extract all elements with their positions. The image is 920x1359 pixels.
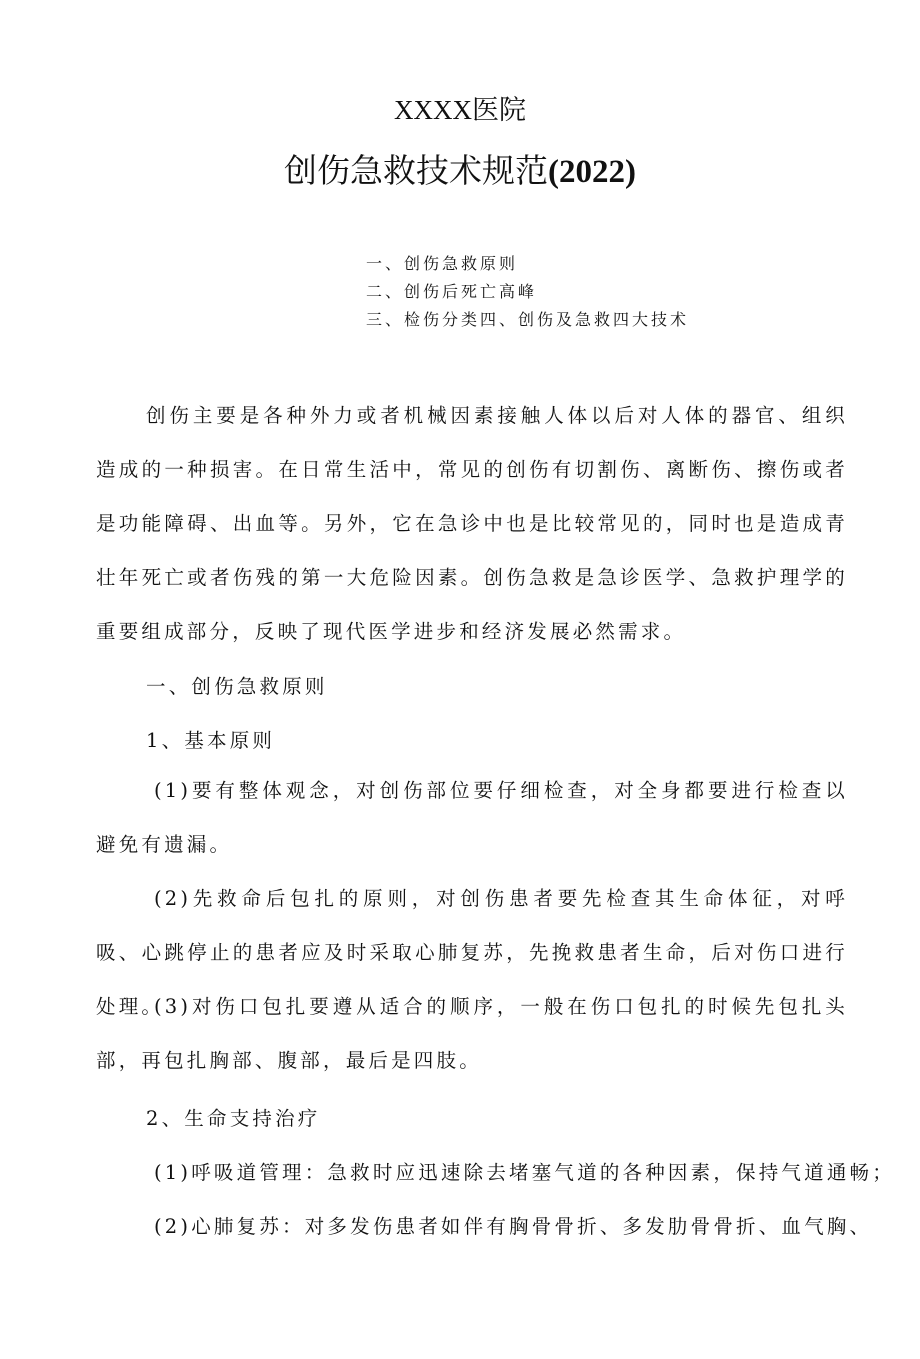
toc-item: 一、创伤急救原则 [366,254,519,273]
list-item: (1)呼吸道管理：急救时应迅速除去堵塞气道的各种因素，保持气道通畅； [154,1161,895,1184]
title-text: 创伤急救技术规范 [284,151,548,190]
hospital-name: XXXX医院 [394,95,526,125]
list-item: (1)要有整体观念，对创伤部位要仔细检查，对全身都要进行检查以避免有遗漏。 [96,779,848,856]
toc-item: 三、检伤分类四、创伤及急救四大技术 [366,310,690,329]
title-year: (2022) [548,154,636,190]
section-heading: 一、创伤急救原则 [146,675,328,698]
subsection-heading: 2、生命支持治疗 [146,1107,321,1130]
list-item: (3)对伤口包扎要遵从适合的顺序，一般在伤口包扎的时候先包扎头部，再包扎胸部、腹部，最后是四肢。 [96,995,848,1072]
subsection-heading: 1、基本原则 [146,729,276,752]
document-title [0,145,920,192]
list-item: (2)先救命后包扎的原则，对创伤患者要先检查其生命体征，对呼吸、心跳停止的患者应及时采取心肺复苏，先挽救患者生命，后对伤口进行处理。 [96,887,848,1018]
intro-paragraph: 创伤主要是各种外力或者机械因素接触人体以后对人体的器官、组织造成的一种损害。在日常生活中，常见的创伤有切割伤、离断伤、擦伤或者是功能障碍、出血等。另外，它在急诊中也是比较常见的，同时也是造成青壮年死亡或者伤残的第一大危险因素。创伤急救是急诊医学、急救护理学的重要组成部分，反映了现代医学进步和经济发展必然需求。 [96,404,848,643]
table-of-contents [366,250,689,334]
toc-item: 二、创伤后死亡高峰 [366,282,538,301]
list-item: (2)心肺复苏：对多发伤患者如伴有胸骨骨折、多发肋骨骨折、血气胸、 [154,1215,873,1238]
